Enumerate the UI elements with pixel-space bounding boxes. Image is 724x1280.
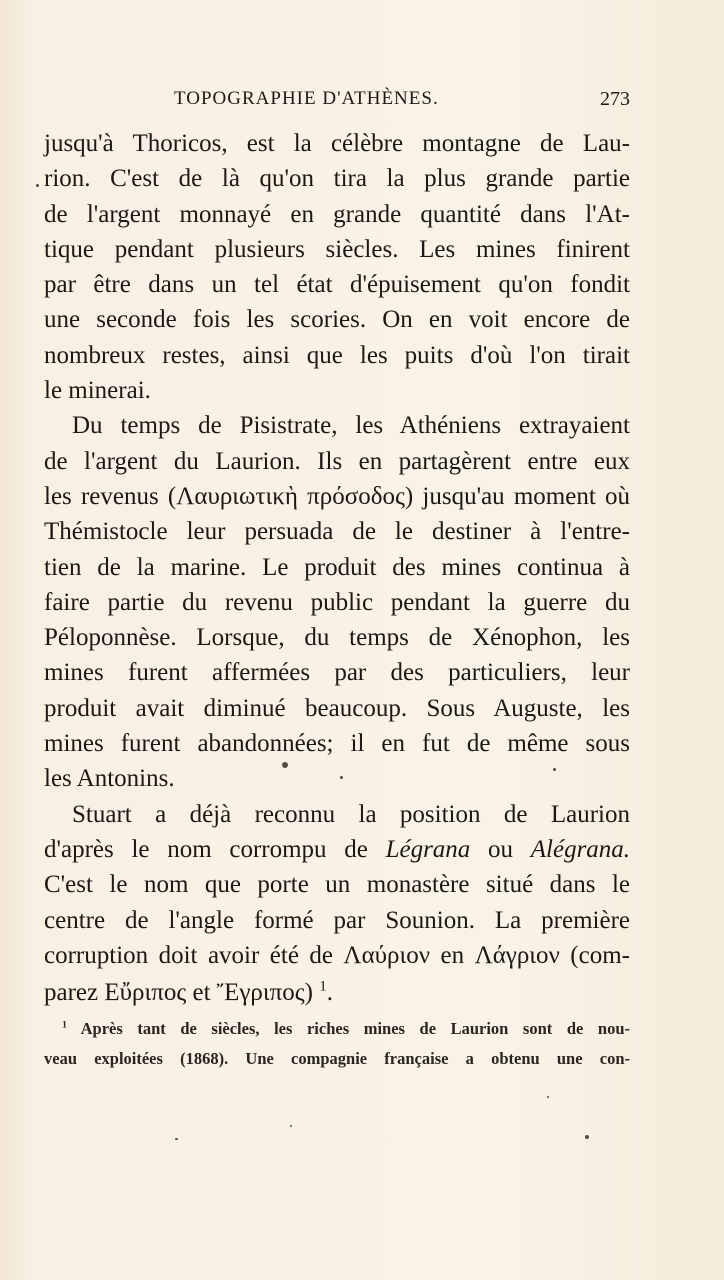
ink-speck bbox=[290, 1125, 292, 1127]
text-line: corruption doit avoir été de Λαύριον en Λάγριον (com- bbox=[44, 941, 630, 969]
ink-speck bbox=[340, 776, 343, 779]
text-line: Péloponnèse. Lorsque, du temps de Xénophon, les bbox=[44, 624, 630, 652]
text-line: le minerai. bbox=[44, 377, 151, 405]
text-line: tien de la marine. Le produit des mines continua à bbox=[44, 553, 630, 581]
text-line: Thémistocle leur persuada de le destiner à l'entre- bbox=[44, 518, 630, 546]
text-line: de l'argent monnayé en grande quantité dans l'At- bbox=[44, 200, 630, 228]
ink-speck bbox=[553, 768, 556, 771]
text-line: rion. C'est de là qu'on tira la plus grande partie bbox=[44, 165, 630, 193]
text-segment: d'après le nom corrompu de bbox=[44, 835, 368, 863]
body-text bbox=[44, 126, 630, 1013]
footnote-reference: 1 bbox=[319, 978, 327, 995]
ink-speck bbox=[36, 184, 39, 187]
text-line: tique pendant plusieurs siècles. Les mines finirent bbox=[44, 235, 630, 263]
italic-word: Légrana bbox=[385, 835, 471, 863]
text-line: nombreux restes, ainsi que les puits d'où l'on tirait bbox=[44, 341, 630, 369]
footnote-line: veau exploitées (1868). Une compagnie française a obtenu une con- bbox=[44, 1049, 630, 1068]
text-line: mines furent abandonnées; il en fut de même sous bbox=[44, 730, 630, 758]
ink-speck bbox=[547, 1096, 549, 1098]
footnote-marker: 1 bbox=[62, 1019, 67, 1031]
footnote-line bbox=[44, 1014, 630, 1044]
italic-word: Alégrana. bbox=[530, 835, 631, 863]
text-line: jusqu'à Thoricos, est la célèbre montagne de Lau- bbox=[44, 130, 630, 157]
ink-speck bbox=[585, 1135, 589, 1139]
text-line: produit avait diminué beaucoup. Sous Auguste, les bbox=[44, 694, 630, 722]
text-line: Du temps de Pisistrate, les Athéniens extrayaient bbox=[72, 412, 630, 440]
text-line: Stuart a déjà reconnu la position de Laurion bbox=[72, 800, 630, 828]
ink-speck bbox=[282, 762, 288, 768]
ink-speck bbox=[175, 1138, 178, 1140]
text-line: faire partie du revenu public pendant la guerre du bbox=[44, 588, 630, 616]
text-line: les Antonins. bbox=[44, 765, 175, 793]
text-line: de l'argent du Laurion. Ils en partagèrent entre eux bbox=[44, 447, 630, 475]
text-line: les revenus (Λαυριωτικὴ πρόσοδος) jusqu'au moment où bbox=[44, 482, 630, 510]
page-number: 273 bbox=[600, 88, 630, 110]
text-line: une seconde fois les scories. On en voit encore de bbox=[44, 306, 630, 334]
text-line: par être dans un tel état d'épuisement qu'on fondit bbox=[44, 271, 630, 299]
text-segment: parez Εὔριπος et Ἔγριπος) bbox=[44, 979, 313, 1007]
running-title: TOPOGRAPHIE D'ATHÈNES. bbox=[174, 88, 439, 109]
text-line: parez Εὔριπος et Ἔγριπος) $^1$. bbox=[44, 978, 333, 1007]
footnote bbox=[44, 1014, 630, 1074]
page-header bbox=[44, 88, 630, 118]
text-line: centre de l'angle formé par Sounion. La première bbox=[44, 906, 630, 934]
text-segment: ou bbox=[488, 835, 514, 863]
text-line bbox=[44, 832, 630, 867]
text-line: C'est le nom que porte un monastère situé dans le bbox=[44, 871, 630, 899]
footnote-text: Après tant de siècles, les riches mines de Laurion sont de nou- bbox=[80, 1019, 631, 1038]
text-line: mines furent affermées par des particuliers, leur bbox=[44, 659, 630, 687]
